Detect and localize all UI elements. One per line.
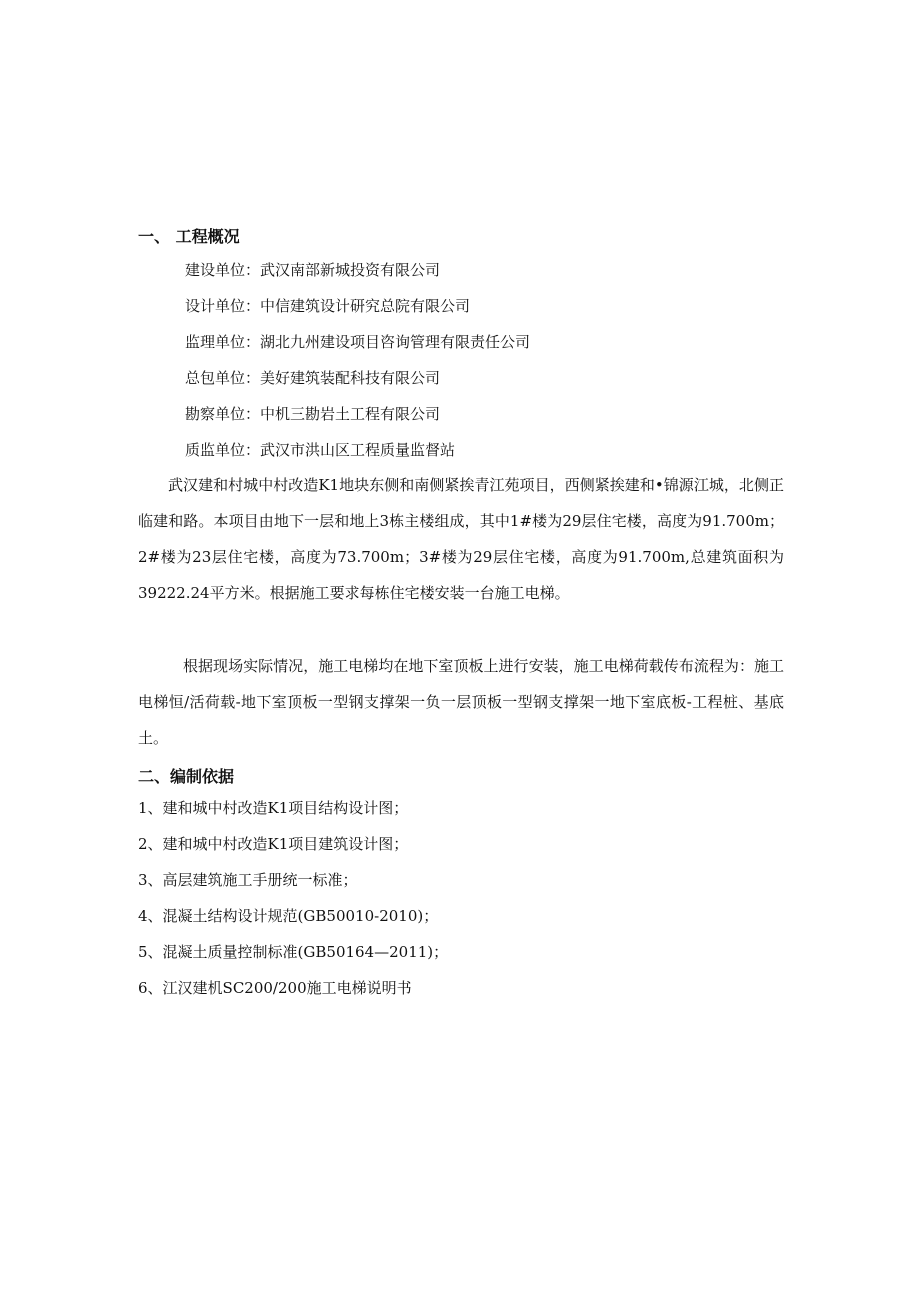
project-overview-paragraph: 武汉建和村城中村改造K1地块东侧和南侧紧挨青江苑项目，西侧紧挨建和•锦源江城，北侧正临建和路。本项目由地下一层和地上3栋主楼组成，其中1#楼为29层住宅楼，高度为91.700m；2#楼为23层住宅楼，高度为73.700m；3#楼为29层住宅楼，高度为91.700m,总建筑面积为39222.24平方米。根据施工要求每栋住宅楼安装一台施工电梯。 <box>138 476 784 602</box>
unit-line-general-contractor: 总包单位：美好建筑装配科技有限公司 <box>185 369 441 387</box>
basis-item: 5、混凝土质量控制标准(GB50164—2011)； <box>138 943 449 961</box>
unit-line-quality-supervision: 质监单位：武汉市洪山区工程质量监督站 <box>185 441 456 459</box>
unit-line-supervision: 监理单位：湖北九州建设项目咨询管理有限责任公司 <box>185 333 531 351</box>
load-path-paragraph: 根据现场实际情况，施工电梯均在地下室顶板上进行安装，施工电梯荷载传布流程为：施工电梯恒/活荷载-地下室顶板一型钢支撑架一负一层顶板一型钢支撑架一地下室底板-工程桩、基底土。 <box>138 657 784 747</box>
section2-heading: 二、编制依据 <box>138 767 235 786</box>
basis-item: 3、高层建筑施工手册统一标准； <box>138 871 358 889</box>
section1-heading: 一、 工程概况 <box>138 227 240 246</box>
basis-item: 1、建和城中村改造K1项目结构设计图； <box>138 799 409 817</box>
unit-line-construction: 建设单位：武汉南部新城投资有限公司 <box>185 261 441 279</box>
basis-item: 2、建和城中村改造K1项目建筑设计图； <box>138 835 409 853</box>
unit-line-survey: 勘察单位：中机三勘岩土工程有限公司 <box>185 405 441 423</box>
basis-item: 6、江汉建机SC200/200施工电梯说明书 <box>138 979 412 997</box>
unit-line-design: 设计单位：中信建筑设计研究总院有限公司 <box>185 297 471 315</box>
basis-item: 4、混凝土结构设计规范(GB50010-2010)； <box>138 907 439 925</box>
